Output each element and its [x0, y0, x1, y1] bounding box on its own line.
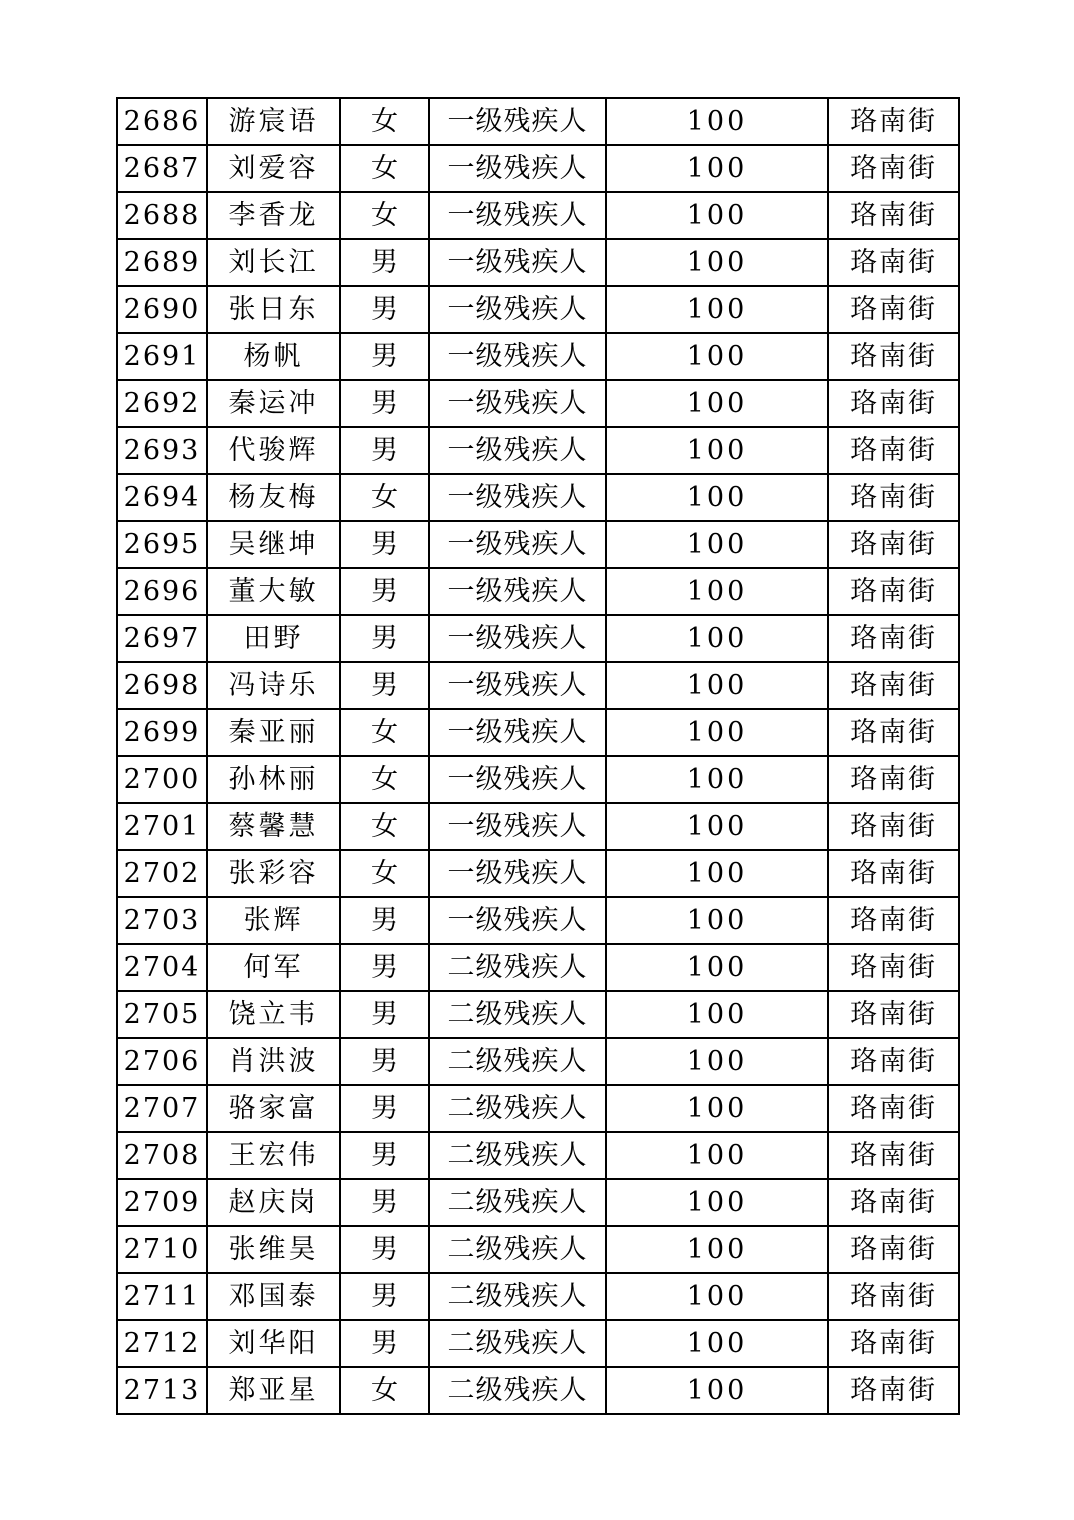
cell-amount: 100 — [606, 192, 828, 239]
table-row — [117, 1226, 959, 1273]
cell-name: 秦亚丽 — [207, 709, 340, 756]
cell-street: 珞南街 — [828, 991, 959, 1038]
cell-disability-level: 一级残疾人 — [429, 286, 606, 333]
roster-table-body — [117, 98, 959, 1414]
cell-amount: 100 — [606, 803, 828, 850]
cell-street: 珞南街 — [828, 803, 959, 850]
table-row — [117, 803, 959, 850]
cell-number: 2711 — [117, 1273, 207, 1320]
cell-street: 珞南街 — [828, 1179, 959, 1226]
cell-disability-level: 一级残疾人 — [429, 662, 606, 709]
cell-gender: 男 — [340, 1179, 429, 1226]
cell-number: 2695 — [117, 521, 207, 568]
cell-street: 珞南街 — [828, 850, 959, 897]
cell-disability-level: 二级残疾人 — [429, 1367, 606, 1414]
cell-amount: 100 — [606, 521, 828, 568]
cell-number: 2693 — [117, 427, 207, 474]
table-row — [117, 427, 959, 474]
cell-number: 2702 — [117, 850, 207, 897]
cell-number: 2698 — [117, 662, 207, 709]
table-row — [117, 98, 959, 145]
cell-number: 2713 — [117, 1367, 207, 1414]
cell-number: 2686 — [117, 98, 207, 145]
cell-disability-level: 一级残疾人 — [429, 333, 606, 380]
cell-street: 珞南街 — [828, 333, 959, 380]
cell-disability-level: 二级残疾人 — [429, 1226, 606, 1273]
cell-street: 珞南街 — [828, 98, 959, 145]
cell-number: 2699 — [117, 709, 207, 756]
cell-street: 珞南街 — [828, 1038, 959, 1085]
cell-gender: 女 — [340, 145, 429, 192]
cell-number: 2703 — [117, 897, 207, 944]
cell-gender: 男 — [340, 1085, 429, 1132]
cell-number: 2688 — [117, 192, 207, 239]
cell-name: 张日东 — [207, 286, 340, 333]
cell-amount: 100 — [606, 1273, 828, 1320]
cell-disability-level: 一级残疾人 — [429, 474, 606, 521]
roster-table — [116, 97, 960, 1415]
cell-gender: 女 — [340, 1367, 429, 1414]
cell-name: 孙林丽 — [207, 756, 340, 803]
cell-name: 邓国泰 — [207, 1273, 340, 1320]
cell-amount: 100 — [606, 568, 828, 615]
cell-name: 刘长江 — [207, 239, 340, 286]
cell-disability-level: 二级残疾人 — [429, 1132, 606, 1179]
cell-gender: 女 — [340, 709, 429, 756]
cell-name: 李香龙 — [207, 192, 340, 239]
cell-street: 珞南街 — [828, 1226, 959, 1273]
cell-name: 蔡馨慧 — [207, 803, 340, 850]
cell-disability-level: 一级残疾人 — [429, 803, 606, 850]
cell-name: 何军 — [207, 944, 340, 991]
table-row — [117, 991, 959, 1038]
cell-gender: 男 — [340, 662, 429, 709]
cell-disability-level: 一级残疾人 — [429, 521, 606, 568]
table-row — [117, 1038, 959, 1085]
cell-street: 珞南街 — [828, 568, 959, 615]
cell-street: 珞南街 — [828, 380, 959, 427]
cell-street: 珞南街 — [828, 192, 959, 239]
cell-amount: 100 — [606, 944, 828, 991]
cell-name: 董大敏 — [207, 568, 340, 615]
cell-amount: 100 — [606, 1132, 828, 1179]
cell-gender: 男 — [340, 1226, 429, 1273]
table-row — [117, 662, 959, 709]
cell-number: 2689 — [117, 239, 207, 286]
cell-street: 珞南街 — [828, 1132, 959, 1179]
cell-name: 刘华阳 — [207, 1320, 340, 1367]
table-row — [117, 944, 959, 991]
cell-name: 张维昊 — [207, 1226, 340, 1273]
cell-number: 2708 — [117, 1132, 207, 1179]
cell-amount: 100 — [606, 1038, 828, 1085]
table-row — [117, 1085, 959, 1132]
cell-disability-level: 二级残疾人 — [429, 1038, 606, 1085]
cell-amount: 100 — [606, 756, 828, 803]
cell-gender: 男 — [340, 944, 429, 991]
cell-disability-level: 二级残疾人 — [429, 1320, 606, 1367]
table-row — [117, 1320, 959, 1367]
table-row — [117, 474, 959, 521]
table-row — [117, 1132, 959, 1179]
cell-name: 刘爱容 — [207, 145, 340, 192]
cell-amount: 100 — [606, 98, 828, 145]
cell-gender: 女 — [340, 98, 429, 145]
cell-street: 珞南街 — [828, 1273, 959, 1320]
cell-disability-level: 一级残疾人 — [429, 850, 606, 897]
cell-gender: 男 — [340, 427, 429, 474]
cell-amount: 100 — [606, 333, 828, 380]
table-row — [117, 897, 959, 944]
cell-disability-level: 一级残疾人 — [429, 615, 606, 662]
cell-number: 2691 — [117, 333, 207, 380]
cell-street: 珞南街 — [828, 239, 959, 286]
table-row — [117, 850, 959, 897]
cell-street: 珞南街 — [828, 474, 959, 521]
cell-name: 骆家富 — [207, 1085, 340, 1132]
cell-street: 珞南街 — [828, 615, 959, 662]
cell-name: 田野 — [207, 615, 340, 662]
cell-street: 珞南街 — [828, 1085, 959, 1132]
cell-street: 珞南街 — [828, 427, 959, 474]
cell-amount: 100 — [606, 427, 828, 474]
cell-street: 珞南街 — [828, 709, 959, 756]
cell-amount: 100 — [606, 145, 828, 192]
cell-number: 2690 — [117, 286, 207, 333]
cell-number: 2704 — [117, 944, 207, 991]
cell-disability-level: 二级残疾人 — [429, 991, 606, 1038]
cell-name: 杨帆 — [207, 333, 340, 380]
cell-gender: 男 — [340, 897, 429, 944]
cell-street: 珞南街 — [828, 756, 959, 803]
cell-disability-level: 一级残疾人 — [429, 427, 606, 474]
table-row — [117, 1367, 959, 1414]
cell-gender: 女 — [340, 756, 429, 803]
cell-amount: 100 — [606, 474, 828, 521]
cell-amount: 100 — [606, 850, 828, 897]
cell-amount: 100 — [606, 1367, 828, 1414]
cell-gender: 男 — [340, 1320, 429, 1367]
cell-amount: 100 — [606, 991, 828, 1038]
cell-name: 肖洪波 — [207, 1038, 340, 1085]
cell-disability-level: 二级残疾人 — [429, 944, 606, 991]
cell-number: 2701 — [117, 803, 207, 850]
cell-amount: 100 — [606, 1226, 828, 1273]
cell-disability-level: 一级残疾人 — [429, 897, 606, 944]
cell-amount: 100 — [606, 897, 828, 944]
cell-name: 代骏辉 — [207, 427, 340, 474]
cell-disability-level: 一级残疾人 — [429, 192, 606, 239]
cell-amount: 100 — [606, 615, 828, 662]
table-row — [117, 1179, 959, 1226]
cell-name: 郑亚星 — [207, 1367, 340, 1414]
cell-gender: 男 — [340, 1273, 429, 1320]
table-row — [117, 145, 959, 192]
cell-gender: 男 — [340, 286, 429, 333]
cell-gender: 男 — [340, 333, 429, 380]
cell-name: 吴继坤 — [207, 521, 340, 568]
cell-number: 2712 — [117, 1320, 207, 1367]
cell-number: 2692 — [117, 380, 207, 427]
cell-street: 珞南街 — [828, 1320, 959, 1367]
cell-disability-level: 一级残疾人 — [429, 568, 606, 615]
cell-street: 珞南街 — [828, 897, 959, 944]
table-row — [117, 568, 959, 615]
cell-street: 珞南街 — [828, 145, 959, 192]
cell-name: 王宏伟 — [207, 1132, 340, 1179]
cell-amount: 100 — [606, 709, 828, 756]
cell-disability-level: 一级残疾人 — [429, 239, 606, 286]
table-row — [117, 286, 959, 333]
cell-number: 2694 — [117, 474, 207, 521]
cell-gender: 女 — [340, 474, 429, 521]
table-row — [117, 1273, 959, 1320]
cell-gender: 男 — [340, 1038, 429, 1085]
cell-gender: 女 — [340, 803, 429, 850]
cell-gender: 女 — [340, 850, 429, 897]
table-row — [117, 380, 959, 427]
cell-number: 2697 — [117, 615, 207, 662]
cell-name: 赵庆岗 — [207, 1179, 340, 1226]
cell-amount: 100 — [606, 662, 828, 709]
cell-amount: 100 — [606, 1320, 828, 1367]
cell-amount: 100 — [606, 286, 828, 333]
cell-gender: 男 — [340, 1132, 429, 1179]
cell-disability-level: 一级残疾人 — [429, 145, 606, 192]
cell-street: 珞南街 — [828, 662, 959, 709]
cell-number: 2709 — [117, 1179, 207, 1226]
cell-gender: 男 — [340, 615, 429, 662]
cell-gender: 男 — [340, 521, 429, 568]
cell-number: 2687 — [117, 145, 207, 192]
cell-gender: 男 — [340, 568, 429, 615]
cell-street: 珞南街 — [828, 286, 959, 333]
cell-number: 2696 — [117, 568, 207, 615]
table-row — [117, 709, 959, 756]
cell-disability-level: 一级残疾人 — [429, 756, 606, 803]
cell-name: 饶立韦 — [207, 991, 340, 1038]
cell-name: 张辉 — [207, 897, 340, 944]
cell-disability-level: 二级残疾人 — [429, 1085, 606, 1132]
cell-number: 2710 — [117, 1226, 207, 1273]
cell-gender: 男 — [340, 239, 429, 286]
cell-amount: 100 — [606, 380, 828, 427]
cell-number: 2700 — [117, 756, 207, 803]
table-row — [117, 192, 959, 239]
cell-name: 杨友梅 — [207, 474, 340, 521]
cell-gender: 男 — [340, 991, 429, 1038]
cell-street: 珞南街 — [828, 944, 959, 991]
cell-number: 2705 — [117, 991, 207, 1038]
cell-number: 2706 — [117, 1038, 207, 1085]
cell-gender: 男 — [340, 380, 429, 427]
table-row — [117, 615, 959, 662]
cell-name: 游宸语 — [207, 98, 340, 145]
table-row — [117, 521, 959, 568]
cell-disability-level: 二级残疾人 — [429, 1273, 606, 1320]
cell-gender: 女 — [340, 192, 429, 239]
cell-disability-level: 一级残疾人 — [429, 380, 606, 427]
table-row — [117, 756, 959, 803]
cell-street: 珞南街 — [828, 521, 959, 568]
cell-amount: 100 — [606, 239, 828, 286]
cell-disability-level: 一级残疾人 — [429, 98, 606, 145]
cell-disability-level: 一级残疾人 — [429, 709, 606, 756]
cell-name: 秦运冲 — [207, 380, 340, 427]
cell-number: 2707 — [117, 1085, 207, 1132]
cell-street: 珞南街 — [828, 1367, 959, 1414]
table-row — [117, 239, 959, 286]
cell-amount: 100 — [606, 1179, 828, 1226]
cell-name: 冯诗乐 — [207, 662, 340, 709]
table-row — [117, 333, 959, 380]
cell-disability-level: 二级残疾人 — [429, 1179, 606, 1226]
cell-amount: 100 — [606, 1085, 828, 1132]
cell-name: 张彩容 — [207, 850, 340, 897]
